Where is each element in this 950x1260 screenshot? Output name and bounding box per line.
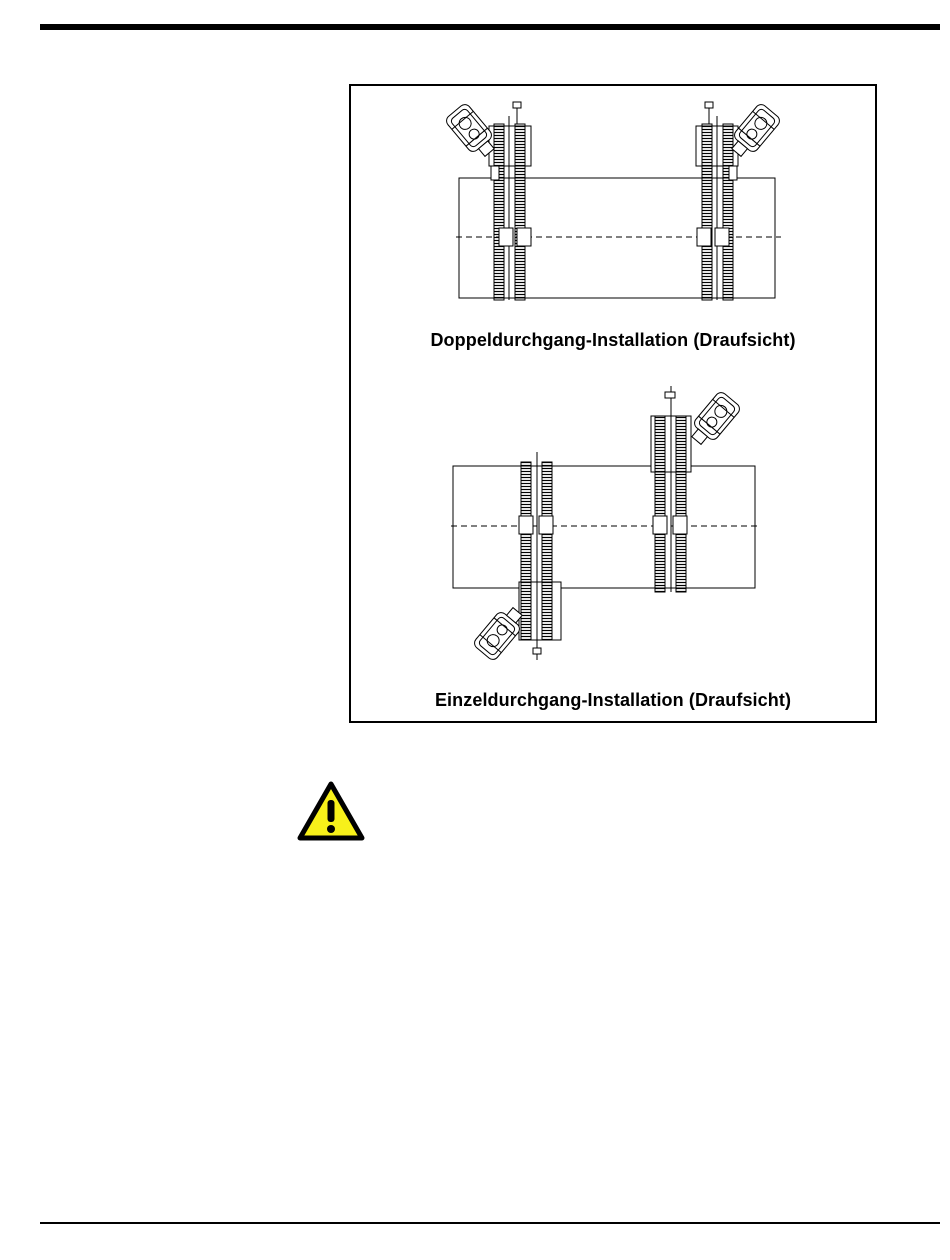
caption-double-pass: Doppeldurchgang-Installation (Draufsicht) bbox=[430, 330, 796, 350]
installation-drawings bbox=[351, 86, 875, 721]
header-rule bbox=[40, 24, 940, 30]
double-pass-drawing bbox=[444, 102, 782, 300]
caption-single-pass: Einzeldurchgang-Installation (Draufsicht) bbox=[434, 690, 792, 710]
warning-triangle-icon bbox=[296, 780, 366, 847]
installation-figure bbox=[349, 84, 877, 723]
single-pass-drawing bbox=[451, 386, 761, 662]
footer-rule bbox=[40, 1222, 940, 1224]
